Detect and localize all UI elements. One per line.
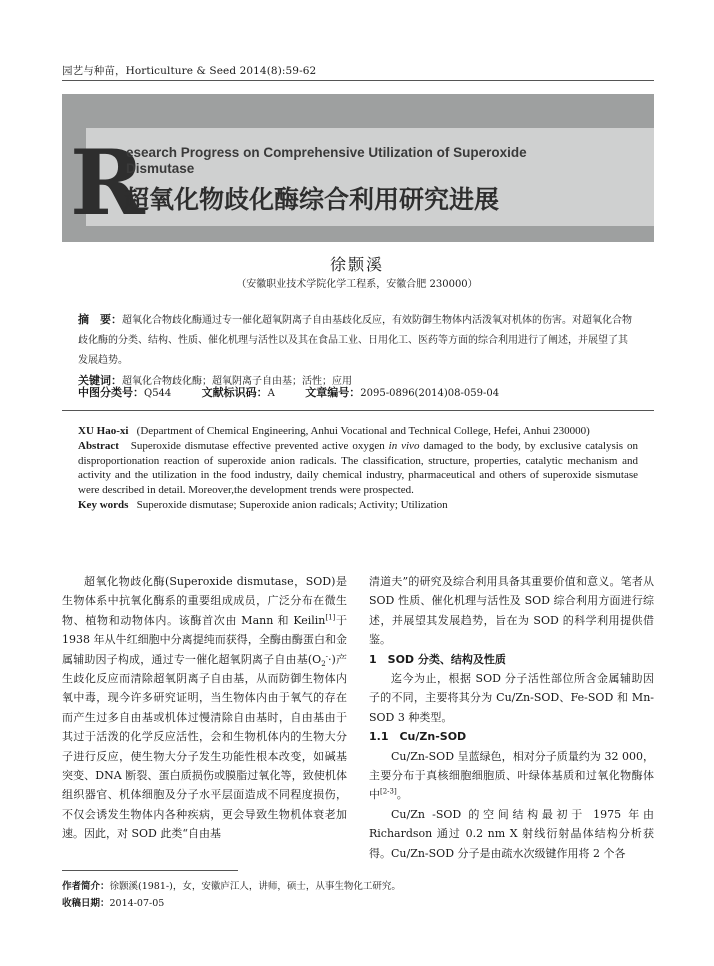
en-abstract-text-a: Superoxide dismutase effective prevented active oxygen <box>130 439 389 452</box>
left-text-a: 超氧化物歧化酶(Superoxide dismutase，SOD)是生物体系中抗氧化酶系的重要组成成员，广泛分布在微生物、植物和动物体内。该酶首次由 Mann 和 Keilin <box>62 575 347 627</box>
english-title-line1: esearch Progress on Comprehensive Utilization of Superoxide <box>126 145 527 160</box>
subscript: 2 <box>321 659 326 668</box>
citation-ref: [1] <box>325 613 336 622</box>
right-text-a: Cu/Zn-SOD 呈蓝绿色，相对分子质量约为 32 000，主要分布于真核细胞细胞质、叶绿体基质和过氧化物酶体中 <box>369 749 654 802</box>
left-paragraph <box>62 572 347 844</box>
title-banner <box>62 94 654 242</box>
author-bio <box>62 878 401 892</box>
en-abstract-italic: in vivo <box>388 439 420 452</box>
clc-value: Q544 <box>144 388 172 399</box>
en-author-name: XU Hao-xi <box>78 425 129 437</box>
body-left-column <box>62 572 347 844</box>
author-name: 徐颢溪 <box>329 255 384 274</box>
right-paragraph-3 <box>369 747 654 805</box>
en-keywords-text: Superoxide dismutase; Superoxide anion radicals; Activity; Utilization <box>136 498 448 511</box>
bio-label: 作者简介： <box>62 881 110 892</box>
drop-cap-initial: R <box>70 130 145 236</box>
doc-code-label: 文献标识码： <box>201 386 268 399</box>
clc-label: 中图分类号： <box>78 386 144 399</box>
right-paragraph-4: Cu/Zn -SOD 的空间结构最初于 1975 年由 Richardson 通过 0.2 nm X 射线衍射晶体结构分析获得。Cu/Zn-SOD 分子是由疏水次级键作用将 2 个各 <box>369 807 654 860</box>
abstract-text: 超氧化合物歧化酶通过专一催化超氧阴离子自由基歧化反应，有效防御生物体内活泼氧对机体的伤害。对超氧化合物歧化酶的分类、结构、性质、催化机理与活性以及其在食品工业、日用化工、医药等方面的综合利用进行了阐述，并展望了其发展趋势。 <box>78 315 632 366</box>
abstract-label: 摘 要： <box>78 313 122 326</box>
date-value: 2014-07-05 <box>109 898 165 909</box>
body-right-column <box>369 572 654 863</box>
keywords-label: 关键词： <box>78 374 122 387</box>
chinese-title: 超氧化物歧化酶综合利用研究进展 <box>124 185 500 214</box>
en-affiliation: (Department of Chemical Engineering, Anhui Vocational and Technical College, Hefei, Anhui 230000) <box>136 425 590 437</box>
superscript: - <box>325 651 329 660</box>
article-no-value: 2095-0896(2014)08-059-04 <box>360 388 500 399</box>
bio-text: 徐颢溪(1981-)，女，安徽庐江人，讲师，硕士，从事生物化工研究。 <box>109 881 401 892</box>
english-abstract <box>78 424 638 513</box>
journal-header: 园艺与种苗，Horticulture & Seed 2014(8):59-62 <box>62 65 317 77</box>
abstract-divider <box>62 410 654 411</box>
right-text-b: 。 <box>396 788 408 802</box>
date-label: 收稿日期： <box>62 898 110 909</box>
section-heading-1: 1 SOD 分类、结构及性质 <box>369 652 506 666</box>
en-keywords-label: Key words <box>78 498 129 511</box>
section-heading-1-1: 1.1 Cu/Zn-SOD <box>369 730 467 744</box>
citation-ref: [2-3] <box>380 787 397 796</box>
chinese-abstract <box>78 310 633 392</box>
en-abstract-label: Abstract <box>78 439 119 452</box>
doc-code-value: A <box>267 388 275 399</box>
header-rule <box>62 80 654 81</box>
article-no-label: 文章编号： <box>305 386 361 399</box>
right-paragraph-1: 清道夫”的研究及综合利用具备其重要价值和意义。笔者从 SOD 性质、催化机理与活性及 SOD 综合利用方面进行综述，并展望其发展趋势，旨在为 SOD 的科学利用提供借鉴。 <box>369 575 654 647</box>
footnote-rule <box>62 870 238 871</box>
keywords-text: 超氧化合物歧化酶；超氧阴离子自由基；活性；应用 <box>122 376 352 387</box>
english-title-line2: Dismutase <box>126 161 195 176</box>
right-paragraph-2: 迄今为止，根据 SOD 分子活性部位所含金属辅助因子的不同，主要将其分为 Cu/Zn-SOD、Fe-SOD 和 Mn-SOD 3 种类型。 <box>369 672 654 724</box>
left-text-b: 于 1938 年从牛红细胞中分离提纯而获得，全酶由酶蛋白和金属辅助因子构成，通过专一催化超氧阴离子自由基(O <box>62 613 347 666</box>
classification-row <box>78 384 648 400</box>
received-date <box>62 895 164 909</box>
en-abstract-text-b: damaged to the body, by exclusive catalysis on disproportionation reaction of superoxide anion radicals. The classification, structure, properties, catalytic mechanism and activity and the utilization in the food industry, daily chemical industry, pharmaceutical and others of superoxide sismutase were described in detail. Moreover,the development trends were prospected. <box>78 439 638 497</box>
left-text-c: ·)产生歧化反应而清除超氧阴离子自由基，从而防御生物体内氧中毒，现今许多研究证明，当生物体内由于氧气的存在而产生过多自由基或机体过慢清除自由基时，自由基由于其过于活泼的化学反应活性，会和生物机体内的生物大分子进行反应，使生物大分子发生功能性根本改变，如碱基突变、DNA 断裂、蛋白质损伤或膜脂过氧化等，致使机体组织器官、机体细胞及分子水平层面造成不同程度损伤，不仅会诱发生物体内各种疾病，更会导致生物机体衰老加速。因此，对 SOD 此类“自由基 <box>62 652 347 841</box>
author-affiliation: （安徽职业技术学院化学工程系，安徽合肥 230000） <box>236 279 478 290</box>
